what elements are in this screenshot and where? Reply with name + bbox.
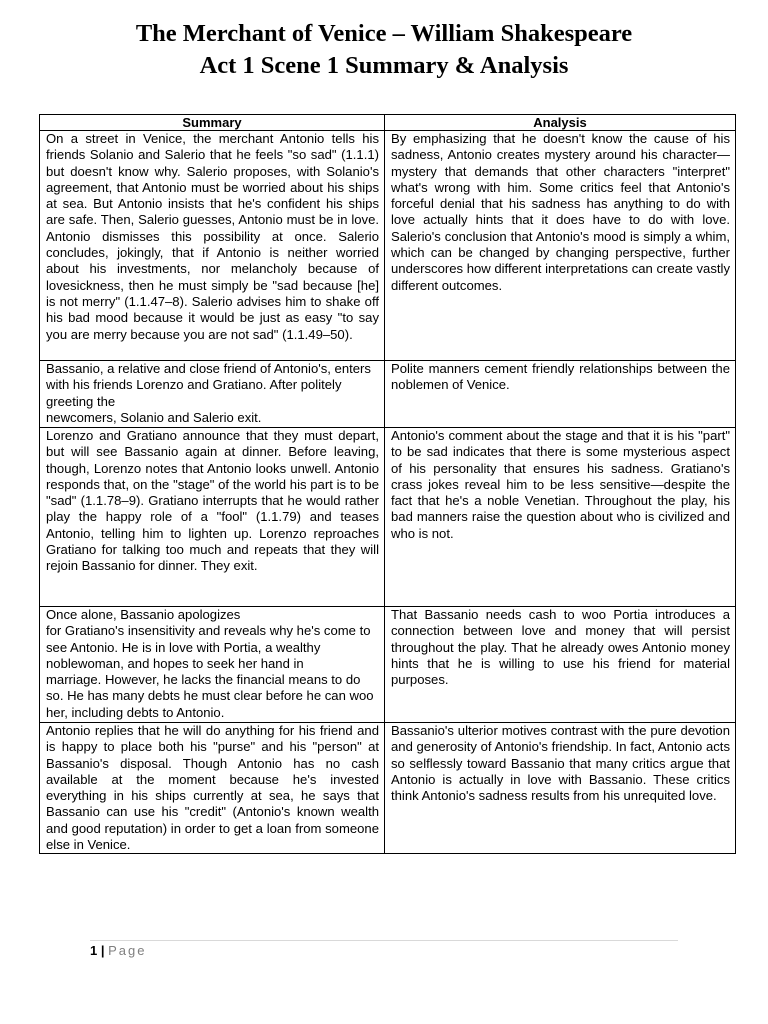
analysis-cell: By emphasizing that he doesn't know the cause of his sadness, Antonio creates mystery around his character—mystery that demands that other characters "interpret" what's wrong with him. Some critics feel that Antonio's forceful denial that his sadness has anything to do with love actually hints that it does have to do with love. Salerio's conclusion that Antonio's mood is simply a whim, which can be changed by changing perspective, further underscores how different interpretations can create vastly different outcomes. [385, 131, 736, 361]
summary-cell: Once alone, Bassanio apologizes for Gratiano's insensitivity and reveals why he's come to see Antonio. He is in love with Portia, a wealthy noblewoman, and hopes to seek her hand in marriage. However, he lacks the financial means to do so. He has many debts he must clear before he can woo her, including debts to Antonio. [40, 607, 385, 723]
title-line-2: Act 1 Scene 1 Summary & Analysis [199, 52, 569, 79]
summary-cell: Bassanio, a relative and close friend of Antonio's, enters with his friends Lorenzo and Gratiano. After politely greeting the newcomers, Solanio and Salerio exit. [40, 361, 385, 428]
summary-cell: On a street in Venice, the merchant Antonio tells his friends Solanio and Salerio that he feels "so sad" (1.1.1) but doesn't know why. Salerio proposes, with Solanio's agreement, that Antonio must be worried about his ships at sea. But Antonio insists that he's confident his ships are safe. Then, Salerio guesses, Antonio must be in love. Antonio dismisses this possibility at once. Salerio concludes, jokingly, that if Antonio is neither worried about his investments, nor melancholy because of lovesickness, then he must simply be "sad because [he] is not merry" (1.1.47–8). Salerio advises him to shake off his bad mood because it would be just as easy "to say you are merry because you are not sad" (1.1.49–50). [40, 131, 385, 361]
document-title [0, 18, 768, 82]
table-row [40, 361, 736, 428]
summary-cell: Antonio replies that he will do anything for his friend and is happy to place both his "purse" and his "person" at Bassanio's disposal. Though Antonio has no cash available at the moment because he's invested everything in his ships currently at sea, he says that Bassanio can use his "credit" (Antonio's known wealth and good reputation) in order to get a loan from someone else in Venice. [40, 723, 385, 854]
table-row [40, 607, 736, 723]
summary-cell: Lorenzo and Gratiano announce that they must depart, but will see Bassanio again at dinner. Before leaving, though, Lorenzo notes that Antonio looks unwell. Antonio responds that, on the "stage" of the world his part is to be "sad" (1.1.78–9). Gratiano interrupts that he would rather play the happy role of a "fool" (1.1.79) and teases Antonio, telling him to lighten up. Lorenzo reproaches Gratiano for talking too much and repeats that they will rejoin Bassanio for dinner. They exit. [40, 428, 385, 607]
analysis-cell: Antonio's comment about the stage and that it is his "part" to be sad indicates that there is some mysterious aspect of his personality that ensures his sadness. Gratiano's crass jokes reveal him to be less sensitive—despite the fact that he's a noble Venetian. Throughout the play, his bad manners raise the question about who is civilized and who is not. [385, 428, 736, 607]
analysis-cell: Bassanio's ulterior motives contrast with the pure devotion and generosity of Antonio's friendship. In fact, Antonio acts so selflessly toward Bassanio that many critics argue that Antonio is actually in love with Bassanio. These critics think Antonio's sadness results from his unrequited love. [385, 723, 736, 854]
table-row [40, 428, 736, 607]
analysis-cell: That Bassanio needs cash to woo Portia introduces a connection between love and money that will persist throughout the play. That he already owes Antonio money hints that he is willing to use his friend for material purposes. [385, 607, 736, 723]
table-row [40, 723, 736, 854]
footer-separator: | [100, 943, 105, 958]
column-header-summary: Summary [40, 115, 385, 131]
footer-divider [90, 940, 678, 941]
column-header-analysis: Analysis [385, 115, 736, 131]
page-footer [90, 943, 147, 959]
page-number: 1 [90, 943, 98, 958]
page-label: Page [108, 943, 147, 958]
table-header-row [40, 115, 736, 131]
table-row [40, 131, 736, 361]
title-line-1: The Merchant of Venice – William Shakespeare [135, 20, 633, 47]
analysis-cell: Polite manners cement friendly relationships between the noblemen of Venice. [385, 361, 736, 428]
summary-analysis-table [39, 114, 736, 854]
